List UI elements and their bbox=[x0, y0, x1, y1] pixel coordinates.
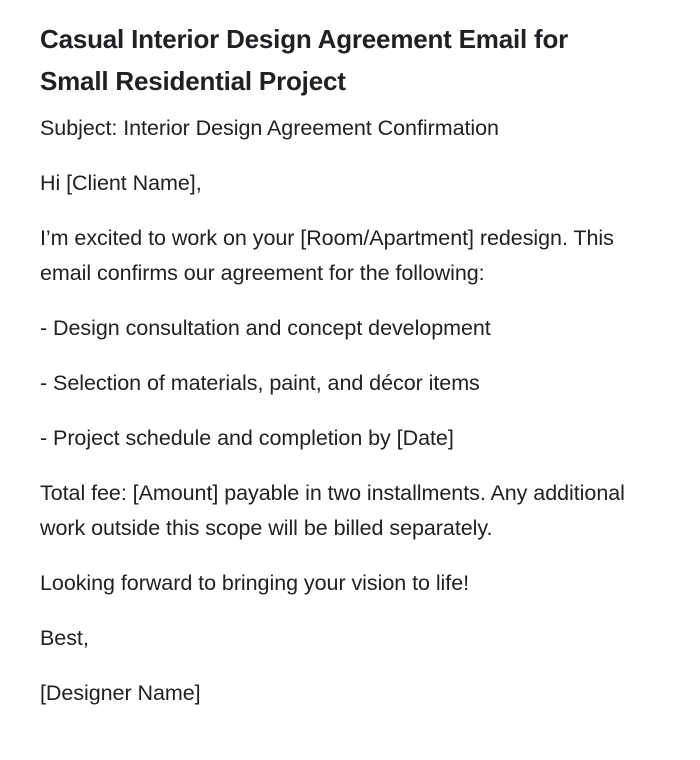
document-body bbox=[40, 111, 640, 711]
fee-paragraph: Total fee: [Amount] payable in two installments. Any additional work outside this scope will be billed separately. bbox=[40, 481, 625, 540]
salutation: Hi [Client Name], bbox=[40, 171, 202, 195]
scope-item-2: - Selection of materials, paint, and décor items bbox=[40, 371, 480, 395]
scope-item-1: - Design consultation and concept development bbox=[40, 316, 491, 340]
page-title: Casual Interior Design Agreement Email for Small Residential Project bbox=[40, 24, 569, 96]
sign-off: Best, bbox=[40, 626, 89, 650]
closing-line: Looking forward to bringing your vision to life! bbox=[40, 571, 470, 595]
intro-paragraph: I’m excited to work on your [Room/Apartment] redesign. This email confirms our agreement for the following: bbox=[40, 226, 614, 285]
subject-line: Subject: Interior Design Agreement Confirmation bbox=[40, 116, 499, 140]
scope-item-3: - Project schedule and completion by [Date] bbox=[40, 426, 454, 450]
signature-name: [Designer Name] bbox=[40, 681, 201, 705]
